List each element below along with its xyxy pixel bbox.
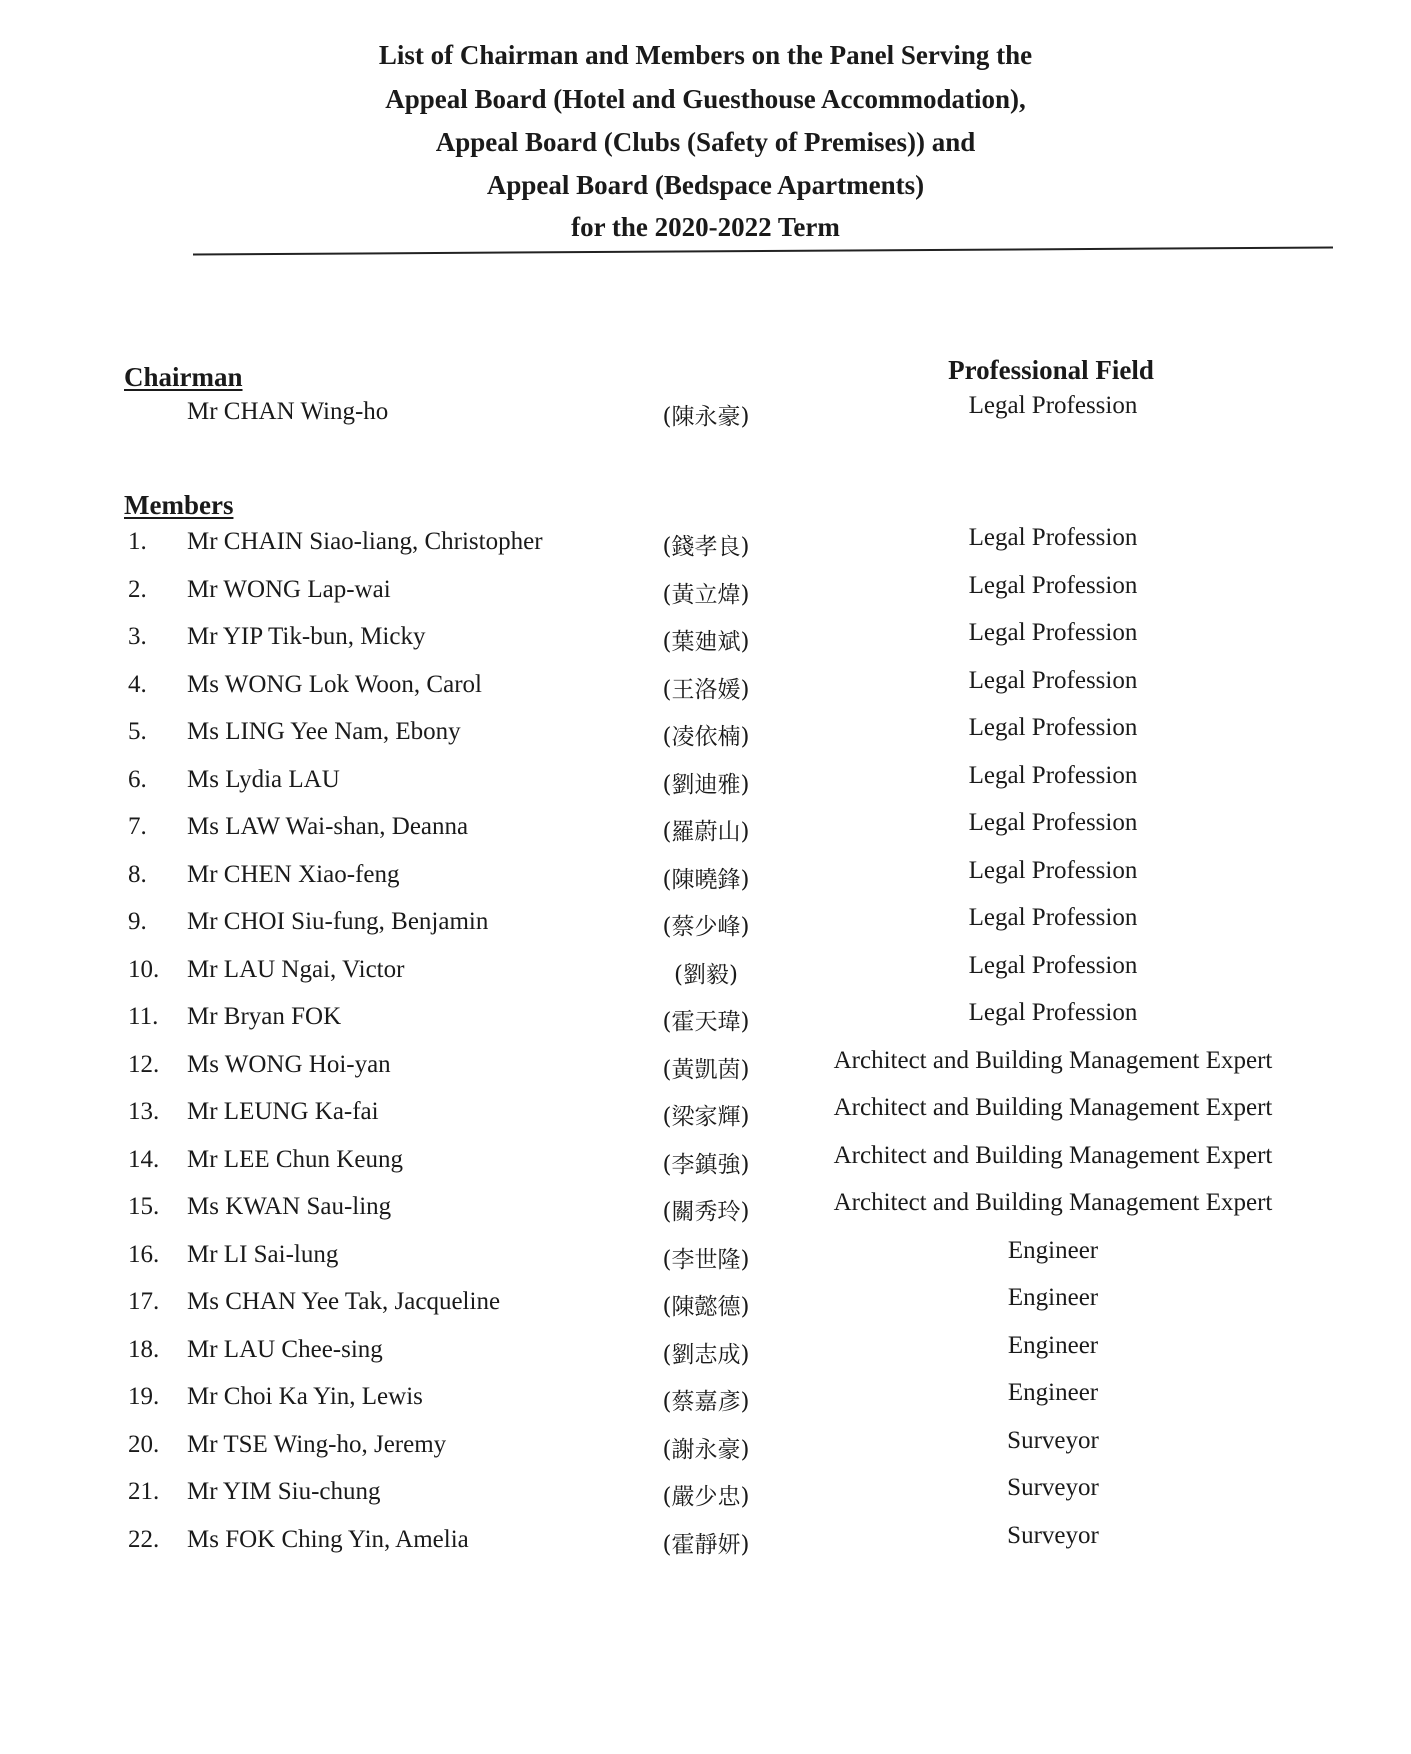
member-row: [0, 1521, 1411, 1566]
member-professional-field: Architect and Building Management Expert: [833, 1094, 1273, 1121]
title-line: for the 2020-2022 Term: [571, 212, 840, 242]
member-professional-field: Legal Profession: [968, 951, 1138, 979]
member-number: 5.: [128, 718, 147, 745]
member-professional-field: Surveyor: [1007, 1426, 1099, 1454]
member-professional-field: Surveyor: [1007, 1521, 1099, 1549]
member-row: [0, 1141, 1411, 1186]
member-row: [0, 1236, 1411, 1281]
member-name: Mr LAU Ngai, Victor: [187, 955, 405, 983]
member-row: [0, 1426, 1411, 1471]
professional-field-header: Professional Field: [948, 355, 1154, 385]
member-name: Mr WONG Lap-wai: [187, 575, 391, 603]
title-line: List of Chairman and Members on the Panel Serving the: [378, 40, 1033, 70]
member-professional-field: Legal Profession: [968, 524, 1138, 551]
member-professional-field: Architect and Building Management Expert: [833, 1046, 1273, 1074]
member-number: 14.: [128, 1145, 160, 1173]
title-line: Appeal Board (Hotel and Guesthouse Accommodation),: [385, 84, 1026, 114]
member-number: 20.: [128, 1430, 160, 1458]
member-number: 9.: [128, 908, 147, 935]
member-name: Mr LEUNG Ka-fai: [187, 1098, 379, 1125]
member-row: [0, 524, 1411, 568]
member-row: [0, 666, 1411, 711]
member-number: 10.: [128, 955, 160, 983]
member-professional-field: Legal Profession: [968, 809, 1138, 836]
member-row: [0, 619, 1411, 663]
member-name: Ms WONG Hoi-yan: [187, 1050, 391, 1078]
member-chinese-name: (關秀玲): [662, 1199, 750, 1225]
member-row: [0, 999, 1411, 1043]
member-professional-field: Architect and Building Management Expert: [833, 1189, 1273, 1216]
member-number: 4.: [128, 670, 147, 698]
chairman-heading: Chairman: [124, 362, 243, 392]
member-name: Mr YIM Siu-chung: [187, 1478, 381, 1505]
member-professional-field: Legal Profession: [968, 904, 1138, 931]
member-name: Mr YIP Tik-bun, Micky: [187, 623, 426, 650]
member-chinese-name: (葉廸斌): [662, 629, 750, 655]
member-number: 6.: [128, 765, 147, 793]
member-name: Mr Bryan FOK: [187, 1003, 342, 1030]
member-row: [0, 809, 1411, 853]
member-chinese-name: (霍天瑋): [662, 1009, 750, 1035]
member-chinese-name: (霍靜妍): [662, 1531, 750, 1558]
member-chinese-name: (王洛媛): [662, 676, 750, 703]
member-name: Ms CHAN Yee Tak, Jacqueline: [187, 1288, 501, 1315]
member-chinese-name: (陳曉鋒): [662, 866, 750, 893]
member-name: Mr TSE Wing-ho, Jeremy: [187, 1430, 447, 1458]
member-name: Mr CHEN Xiao-feng: [187, 860, 400, 888]
member-chinese-name: (劉毅): [674, 961, 738, 988]
member-number: 16.: [128, 1240, 160, 1268]
member-chinese-name: (嚴少忠): [662, 1484, 750, 1510]
chairman-field: Legal Profession: [968, 392, 1138, 419]
member-number: 18.: [128, 1335, 160, 1363]
member-professional-field: Legal Profession: [968, 714, 1138, 741]
member-professional-field: Legal Profession: [968, 571, 1138, 599]
member-number: 2.: [128, 575, 147, 603]
chairman-name: Mr CHAN Wing-ho: [187, 398, 389, 425]
member-number: 3.: [128, 623, 147, 650]
member-professional-field: Engineer: [1007, 1284, 1099, 1311]
member-professional-field: Engineer: [1007, 1236, 1099, 1264]
member-professional-field: Legal Profession: [968, 666, 1138, 694]
member-chinese-name: (謝永豪): [662, 1436, 750, 1463]
chairman-chinese-name: (陳永豪): [662, 404, 750, 430]
title-line: Appeal Board (Bedspace Apartments): [486, 170, 925, 200]
member-number: 21.: [128, 1478, 160, 1505]
member-chinese-name: (蔡嘉彥): [662, 1389, 750, 1415]
member-chinese-name: (黃凱茵): [662, 1056, 750, 1083]
member-name: Mr Choi Ka Yin, Lewis: [187, 1383, 423, 1410]
chairman-row: [0, 392, 1411, 438]
member-name: Mr CHOI Siu-fung, Benjamin: [187, 908, 489, 935]
member-professional-field: Engineer: [1007, 1331, 1099, 1359]
member-row: [0, 856, 1411, 901]
member-name: Mr LAU Chee-sing: [187, 1335, 383, 1363]
member-professional-field: Legal Profession: [968, 856, 1138, 884]
member-row: [0, 951, 1411, 996]
member-chinese-name: (梁家輝): [662, 1104, 750, 1130]
member-number: 7.: [128, 813, 147, 840]
member-number: 22.: [128, 1525, 160, 1553]
member-row: [0, 1284, 1411, 1328]
member-chinese-name: (李世隆): [662, 1246, 750, 1273]
member-number: 19.: [128, 1383, 160, 1410]
member-row: [0, 1094, 1411, 1138]
member-chinese-name: (李鎮強): [662, 1151, 750, 1178]
member-name: Mr LI Sai-lung: [187, 1240, 339, 1268]
member-number: 8.: [128, 860, 147, 888]
member-professional-field: Architect and Building Management Expert: [833, 1141, 1273, 1169]
member-row: [0, 761, 1411, 806]
member-name: Mr LEE Chun Keung: [187, 1145, 403, 1173]
member-row: [0, 1046, 1411, 1091]
member-row: [0, 904, 1411, 948]
member-professional-field: Surveyor: [1007, 1474, 1099, 1501]
member-row: [0, 1379, 1411, 1423]
title-divider: [193, 247, 1333, 256]
member-name: Ms FOK Ching Yin, Amelia: [187, 1525, 469, 1553]
member-name: Ms WONG Lok Woon, Carol: [187, 670, 482, 698]
member-chinese-name: (劉志成): [662, 1341, 750, 1368]
member-professional-field: Legal Profession: [968, 619, 1138, 646]
member-name: Ms LAW Wai-shan, Deanna: [187, 813, 469, 840]
member-professional-field: Engineer: [1007, 1379, 1099, 1406]
member-chinese-name: (羅蔚山): [662, 819, 750, 845]
member-chinese-name: (錢孝良): [662, 534, 750, 560]
members-heading: Members: [124, 490, 234, 520]
member-chinese-name: (陳懿德): [662, 1294, 750, 1320]
member-row: [0, 571, 1411, 616]
member-name: Mr CHAIN Siao-liang, Christopher: [187, 528, 543, 555]
member-professional-field: Legal Profession: [968, 761, 1138, 789]
member-chinese-name: (黃立煒): [662, 581, 750, 608]
member-number: 17.: [128, 1288, 160, 1315]
member-number: 15.: [128, 1193, 160, 1220]
member-chinese-name: (凌依楠): [662, 724, 750, 750]
member-row: [0, 1189, 1411, 1233]
member-row: [0, 1331, 1411, 1376]
title-line: Appeal Board (Clubs (Safety of Premises)) and: [435, 127, 976, 157]
member-row: [0, 1474, 1411, 1518]
member-row: [0, 714, 1411, 758]
member-name: Ms Lydia LAU: [187, 765, 340, 793]
member-name: Ms LING Yee Nam, Ebony: [187, 718, 461, 745]
member-chinese-name: (劉迪雅): [662, 771, 750, 798]
member-chinese-name: (蔡少峰): [662, 914, 750, 940]
member-number: 13.: [128, 1098, 160, 1125]
member-number: 1.: [128, 528, 147, 555]
member-professional-field: Legal Profession: [968, 999, 1138, 1026]
member-number: 11.: [128, 1003, 159, 1030]
member-number: 12.: [128, 1050, 160, 1078]
member-name: Ms KWAN Sau-ling: [187, 1193, 392, 1220]
